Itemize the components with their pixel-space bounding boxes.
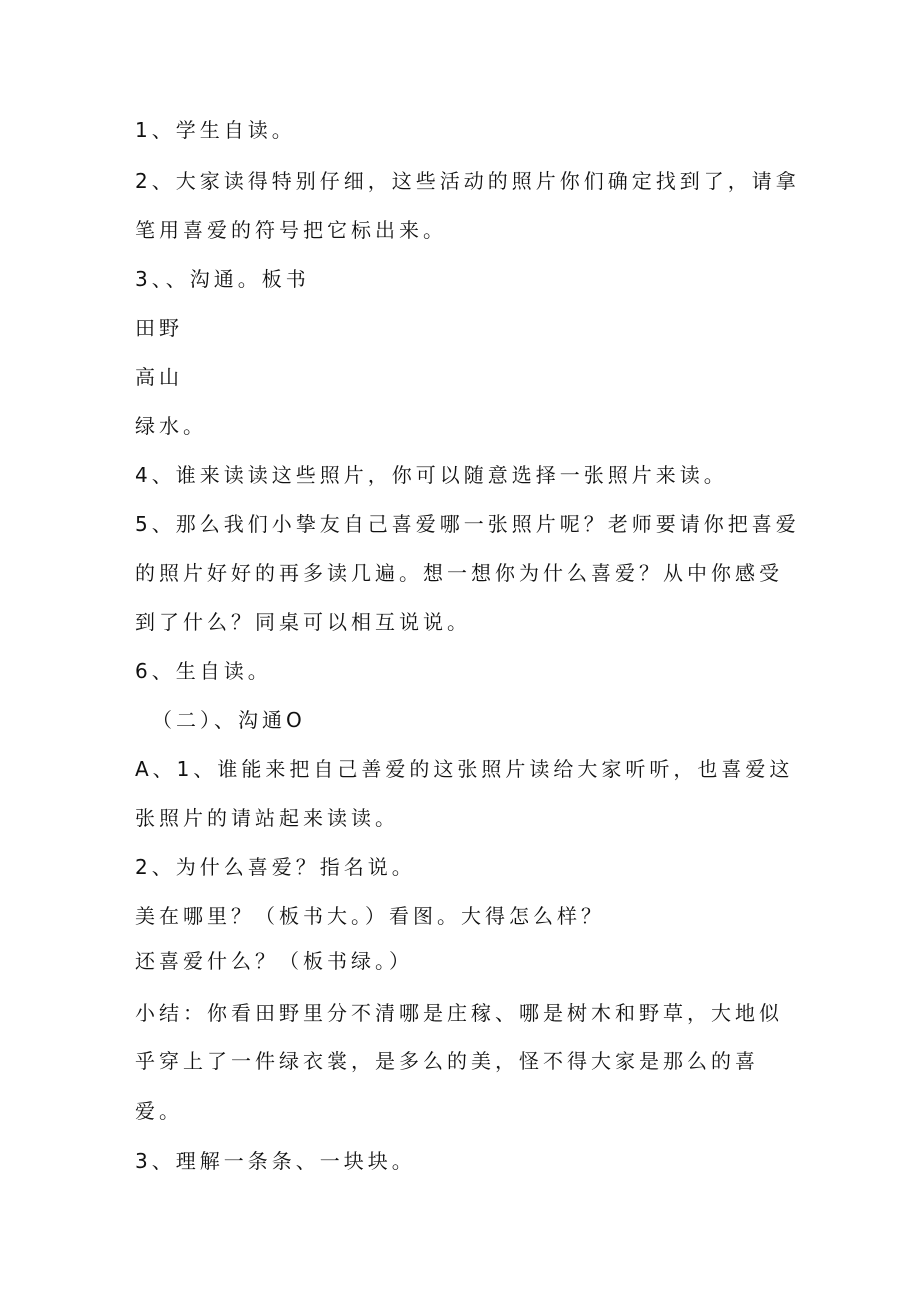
text-line: 张照片的请站起来读读。 <box>135 806 399 830</box>
section-heading: （二）、沟通O <box>152 708 306 732</box>
text-line: 乎穿上了一件绿衣裳，是多么的美，怪不得大家是那么的喜 <box>135 1049 759 1073</box>
text-line: 绿水。 <box>135 414 207 438</box>
text-line: 2、大家读得特别仔细，这些活动的照片你们确定找到了，请拿 <box>135 169 800 193</box>
text-line: 到了什么？同桌可以相互说说。 <box>135 610 471 634</box>
text-line: 的照片好好的再多读几遍。想一想你为什么喜爱？从中你感受 <box>135 561 783 585</box>
text-line: 田野 <box>135 316 183 340</box>
text-line: 小结：你看田野里分不清哪是庄稼、哪是树木和野草，大地似 <box>135 1001 783 1025</box>
text-line: 2、为什么喜爱？指名说。 <box>135 855 416 879</box>
text-line: 1、学生自读。 <box>135 118 296 142</box>
text-line: 笔用喜爱的符号把它标出来。 <box>135 218 447 242</box>
text-line: 3、理解一条条、一块块。 <box>135 1149 416 1173</box>
text-line: 3、、沟通。板书 <box>135 267 310 291</box>
text-line: A、1、谁能来把自己善爱的这张照片读给大家听听，也喜爱这 <box>135 757 794 781</box>
text-line: 还喜爱什么？（板书绿。） <box>135 949 413 973</box>
text-line: 美在哪里？（板书大。）看图。大得怎么样？ <box>135 904 605 928</box>
text-line: 爱。 <box>135 1099 183 1123</box>
text-line: 6、生自读。 <box>135 659 272 683</box>
text-line: 4、谁来读读这些照片，你可以随意选择一张照片来读。 <box>135 463 728 487</box>
text-line: 高山 <box>135 365 183 389</box>
text-line: 5、那么我们小挚友自己喜爱哪一张照片呢？老师要请你把喜爱 <box>135 512 800 536</box>
